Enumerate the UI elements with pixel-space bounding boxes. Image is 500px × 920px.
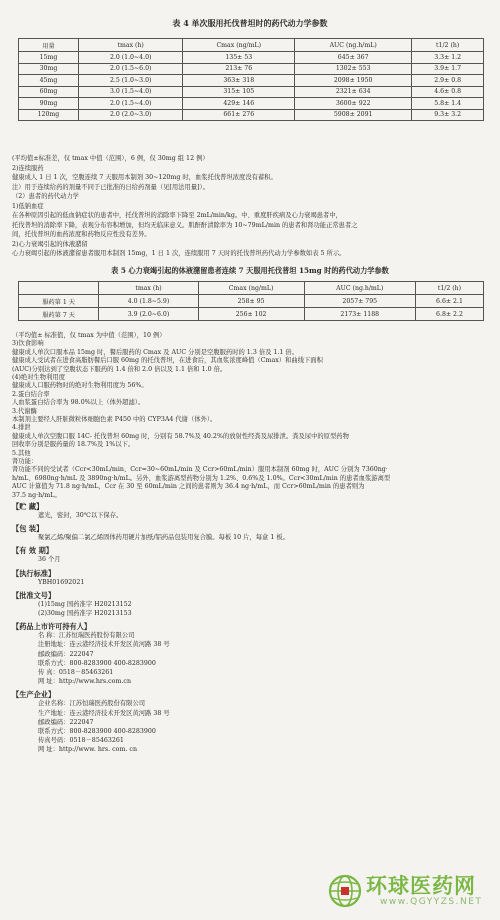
section-line: 36 个月 [38,556,61,564]
table4-cell: 5.8± 1.4 [412,98,484,110]
table4-cell: 30mg [19,63,79,75]
text-line: 3)饮食影响 [12,340,44,348]
table4-header: Cmax (ng/mL) [183,39,295,52]
section-line: 网 址：http://www.hrs.com.cn [38,678,131,686]
text-line: 间，托伐普坦的血药浓度和药物反应性没有差异。 [12,231,151,238]
text-line: 肾功能不同的受试者（Ccr<30mL/min、Ccr=30~60mL/min 及 Ccr>60mL/min）服用本制剂 60mg 时，AUC 分别为 7360ng· [12,466,388,474]
table4-cell: 45mg [19,75,79,87]
table4-cell: 661± 276 [183,109,295,121]
table4-row [19,63,484,75]
section-line: (2)30mg 国药准字 H20213153 [38,610,132,617]
text-line: 人血浆蛋白结合率为 98.0%以上（体外超滤）。 [12,399,145,407]
section-heading: 【执行标准】 [12,568,56,578]
table4-cell: 9.3± 3.2 [412,109,484,121]
table4-cell: 2.0 (1.0~4.0) [78,52,183,64]
text-line: 3.代谢酶 [12,407,37,415]
table4-cell: 90mg [19,98,79,110]
table5-cell: 4.0 (1.8~5.9) [99,295,198,308]
section-line: 名 称：江苏恒瑞医药股份有限公司 [38,632,135,640]
table4-cell: 2321± 634 [295,86,412,98]
table4-cell: 135± 53 [183,52,295,64]
text-line: 健康成人受试者在进食高脂肪餐后口服 60mg 的托伐普坦，在进食后，其血浆浓度峰值（Cmax）和曲线下面积 [12,357,323,365]
section-line: YBH01692021 [38,578,85,586]
table5-cell: 6.6± 2.1 [415,295,483,308]
table4-cell: 3.0 (1.5~4.0) [78,86,183,98]
table4-cell: 213± 76 [183,63,295,75]
watermark [328,874,482,908]
section-line: 邮政编码：222047 [38,718,94,726]
watermark-url: www.QGYYZS.NET [380,897,483,907]
table5-cell: 2057± 795 [304,295,415,308]
text-line: 健康成人单次空腹口服 14C- 托伐普坦 60mg 时，分别有 58.7%及 40.2%的放射性经粪及尿排泄。粪及尿中的原型药物 [12,432,349,440]
table4-cell: 363± 318 [183,75,295,87]
text-line: 2)连续服药 [12,164,44,172]
table5-cell: 服药第 7 天 [19,308,99,321]
text-line: 回收率分别是服药量的 18.7%及 1%以下。 [12,441,135,449]
text-line: 心力衰竭引起的体液潴留患者服用本制剂 15mg，1 日 1 次，连续服用 7 天时的托伐普坦药代动力学参数如表 5 所示。 [12,250,346,257]
text-line: h/mL、6980ng·h/mL 及 3890ng·h/mL。另外，血浆游离型药物分别为 1.2%、0.6%及 1.0%。Ccr<30mL/min 的患者血浆游离型 [12,474,391,482]
section-heading: 【包 装】 [12,524,44,534]
section-line: 生产地址：连云港经济技术开发区黄河路 38 号 [38,709,170,717]
table4-cell: 2.9± 0.8 [412,75,484,87]
table4-cell: 2.5 (1.0~3.0) [78,75,183,87]
watermark-name: 环球医药网 [366,874,476,898]
section-line: 传真号码：0518－85463261 [38,737,124,745]
section-line: 注册地址：连云港经济技术开发区黄河路 38 号 [38,641,170,649]
table5-title: 表 5 心力衰竭引起的体液潴留患者连续 7 天服用托伐普坦 15mg 时的药代动力学参数 [111,266,389,275]
table4-cell: 15mg [19,52,79,64]
text-line: (AUC)分别达到了空腹状态下服药的 1.4 倍和 2.0 倍以及 1.1 倍和 1.0 倍。 [12,365,227,373]
text-line: 2.蛋白结合率 [12,390,50,398]
text-line: （平均值± 标准值，仅 tmax 为中值（范围），10 例） [12,332,166,339]
text-line: 健康成人单次口服本品 15mg 时，餐后服药的 Cmax 及 AUC 分别是空腹服药时的 1.3 倍及 1.1 倍。 [12,348,299,356]
section-line: 遮光，密封，30℃以下保存。 [38,512,123,519]
section-heading: 【药品上市许可持有人】 [12,622,92,632]
table4-cell: 2.0 (1.5~4.0) [78,98,183,110]
table4-cell: 3.9± 1.7 [412,63,484,75]
text-line: 2)心力衰竭引起的体液潴留 [12,240,88,248]
section-heading: 【贮 藏】 [12,502,44,511]
table4-cell: 4.6± 0.8 [412,86,484,98]
text-line: 37.5 ng·h/mL。 [12,491,61,499]
table5-header: tmax (h) [99,282,198,295]
table4-header: 用量 [19,39,79,52]
text-line: 托伐普坦的消除率下降，表观分布容积增加，但均无临床意义。肌酐酐清除率为 10~79mL/min 的患者和肾功能正常患者之 [12,221,358,229]
text-line: 注）用于连续给药的剂量不同于已批准的日给药剂量（见[用法用量]）。 [12,183,209,191]
table4-row [19,86,484,98]
section-line: 邮政编码：222047 [38,650,94,658]
table4-header: AUC (ng.h/mL) [295,39,412,52]
text-line: 健康成人口服药物时的绝对生物利用度为 56%。 [12,382,148,390]
table4-title: 表 4 单次服用托伐普坦时的药代动力学参数 [172,18,328,28]
table5-header [19,282,99,295]
section-line: 网 址：http://www. hrs. com. cn [38,746,138,754]
text-line: (4)绝对生物利用度 [12,374,65,381]
table4-cell: 645± 367 [295,52,412,64]
text-line: 本制剂主要经人肝脏微粒体细胞色素 P450 中的 CYP3A4 代谢（体外）。 [12,416,217,423]
table4-row [19,98,484,110]
section-heading: 【生产企业】 [12,690,56,700]
section-line: 联系方式：800-8283900 400-8283900 [38,659,156,667]
table5-cell: 2173± 1188 [304,308,415,321]
table5-cell: 256± 102 [198,308,304,321]
table5-header: t1/2 (h) [415,282,483,295]
table4-row [19,109,484,121]
table4-header: tmax (h) [78,39,183,52]
table4-cell: 2.0 (2.0~3.0) [78,109,183,121]
text-line: 5.其他 [12,449,31,457]
table4-cell: 60mg [19,86,79,98]
text-line: (平均值±标准差，仅 tmax 中值（范围），6 例，仅 30mg 组 12 例） [12,155,209,162]
section-line: 传 真：0518－85463261 [38,669,114,676]
text-line: 1)低钠血症 [12,202,44,210]
table5 [18,281,484,321]
table5-header: Cmax (ng/mL) [198,282,304,295]
table5-row [19,295,484,308]
text-line: 在各种原因引起的低血钠症状的患者中，托伐普坦的消除率下降至 2mL/min/kg。中、重度肝疾病及心力衰竭患者中， [12,212,342,219]
table4-cell: 3.3± 1.2 [412,52,484,64]
text-line: 肾功能： [12,458,38,465]
table4-cell: 429± 146 [183,98,295,110]
globe-logo-icon [328,874,362,908]
table4-row [19,52,484,64]
text-line: 4.排泄 [12,424,31,432]
section-line: 聚氯乙烯/聚偏二氯乙烯固体药用硬片加纸/铝药品包装用复合膜。每板 10 片，每盒 1 板。 [38,534,289,542]
text-line: 健康成人 1 日 1 次，空腹连续 7 天服用本制剂 30~120mg 时，血浆托伐普坦浓度没有蓄积。 [12,174,277,181]
table4-cell: 1302± 553 [295,63,412,75]
table4-row [19,75,484,87]
table5-cell: 3.9 (2.0~6.0) [99,308,198,321]
table4-cell: 120mg [19,109,79,121]
table4-cell: 315± 105 [183,86,295,98]
table4-cell: 2.0 (1.5~6.0) [78,63,183,75]
table4-header: t1/2 (h) [412,39,484,52]
section-line: 企业名称：江苏恒瑞医药股份有限公司 [38,700,146,708]
table4-cell: 2098± 1950 [295,75,412,87]
section-line: 联系方式：800-8283900 400-8283900 [38,728,156,735]
text-line: AUC 计算值为 71.8 ng·h/mL，Ccr 在 30 至 60mL/min 之间的患者则为 36.4 ng·h/mL，而 Ccr>60mL/min 的患者则为 [12,483,365,491]
section-heading: 【批准文号】 [12,590,56,600]
text-line: （2）患者的药代动力学 [12,193,79,200]
table5-row [19,308,484,321]
section-line: (1)15mg 国药准字 H20213152 [38,600,132,608]
table5-header: AUC (ng.h/mL) [304,282,415,295]
table4-cell: 3600± 922 [295,98,412,110]
table4-cell: 5908± 2091 [295,109,412,121]
table5-cell: 6.8± 2.2 [415,308,483,321]
table5-cell: 258± 95 [198,295,304,308]
section-heading: 【有 效 期】 [12,546,53,556]
table5-cell: 服药第 1 天 [19,295,99,308]
table4 [18,38,484,121]
